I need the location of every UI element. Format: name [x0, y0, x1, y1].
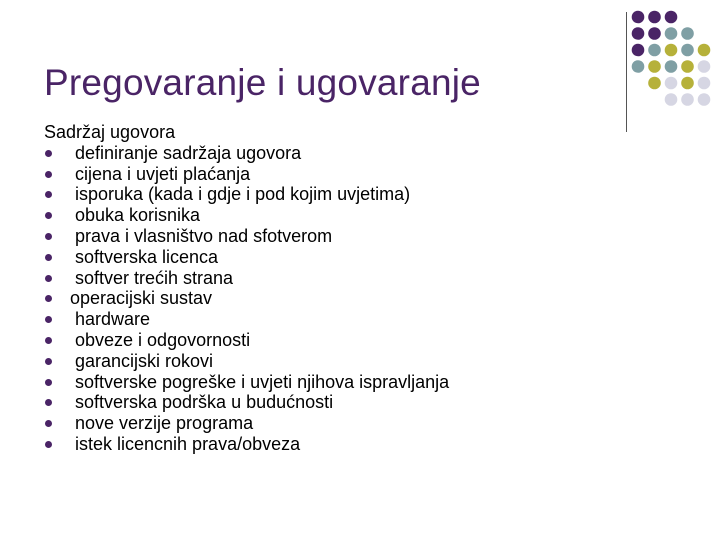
title-divider-line	[626, 12, 627, 132]
list-item-text: garancijski rokovi	[75, 350, 214, 371]
list-item	[44, 351, 664, 372]
list-item	[44, 330, 664, 351]
list-item	[44, 143, 664, 164]
list-item	[44, 205, 664, 226]
decorative-dot	[632, 11, 645, 24]
decorative-dot	[632, 60, 645, 73]
list-item	[44, 268, 664, 289]
bullet-icon	[45, 316, 52, 323]
decorative-dot	[681, 44, 694, 57]
decorative-dot	[681, 93, 694, 106]
bullet-list	[44, 143, 664, 455]
decorative-dot	[665, 60, 678, 73]
decorative-dot	[698, 44, 711, 57]
list-item	[44, 288, 664, 309]
list-item	[44, 372, 664, 393]
decorative-dot	[665, 11, 678, 24]
bullet-icon	[45, 171, 52, 178]
list-item	[44, 226, 664, 247]
list-item-text: definiranje sadržaja ugovora	[75, 142, 302, 163]
bullet-icon	[45, 275, 52, 282]
decorative-dot	[698, 60, 711, 73]
list-item-text: softver trećih strana	[75, 267, 234, 288]
list-item-text: obveze i odgovornosti	[75, 329, 251, 350]
bullet-icon	[45, 295, 52, 302]
list-item-text: obuka korisnika	[75, 205, 201, 226]
list-item-text: hardware	[75, 309, 151, 330]
list-item	[44, 184, 664, 205]
list-item	[44, 434, 664, 455]
decorative-dot	[632, 44, 645, 57]
list-item	[44, 392, 664, 413]
list-item-text: prava i vlasništvo nad sfotverom	[75, 225, 333, 246]
bullet-icon	[45, 420, 52, 427]
decorative-dot	[681, 27, 694, 40]
bullet-icon	[45, 379, 52, 386]
list-item-text: isporuka (kada i gdje i pod kojim uvjetima)	[75, 184, 411, 205]
bullet-icon	[45, 441, 52, 448]
slide-title: Pregovaranje i ugovaranje	[44, 62, 481, 103]
list-item-text: operacijski sustav	[70, 288, 213, 309]
bullet-icon	[45, 191, 52, 198]
decorative-dot	[698, 77, 711, 90]
decorative-dot	[648, 60, 661, 73]
list-item-text: softverska licenca	[75, 246, 219, 267]
decorative-dot	[665, 77, 678, 90]
decorative-dot	[681, 60, 694, 73]
list-item-text: cijena i uvjeti plaćanja	[75, 163, 251, 184]
slide-body	[44, 122, 664, 455]
list-item	[44, 164, 664, 185]
bullet-icon	[45, 337, 52, 344]
list-item	[44, 309, 664, 330]
decorative-dot	[665, 93, 678, 106]
decorative-dot	[648, 27, 661, 40]
decorative-dot	[632, 27, 645, 40]
list-item	[44, 247, 664, 268]
decorative-dot	[681, 77, 694, 90]
decorative-dot	[665, 44, 678, 57]
decorative-dot	[665, 27, 678, 40]
section-heading: Sadržaj ugovora	[44, 122, 176, 142]
list-item	[44, 413, 664, 434]
bullet-icon	[45, 358, 52, 365]
list-item-text: nove verzije programa	[75, 413, 254, 434]
decorative-dot	[648, 44, 661, 57]
decorative-dot	[648, 11, 661, 24]
decorative-dot	[698, 93, 711, 106]
list-item-text: softverske pogreške i uvjeti njihova ispravljanja	[75, 371, 450, 392]
list-item-text: softverska podrška u budućnosti	[75, 392, 334, 413]
bullet-icon	[45, 150, 52, 157]
bullet-icon	[45, 212, 52, 219]
bullet-icon	[45, 233, 52, 240]
decorative-dot	[648, 77, 661, 90]
bullet-icon	[45, 399, 52, 406]
list-item-text: istek licencnih prava/obveza	[75, 433, 301, 454]
bullet-icon	[45, 254, 52, 261]
